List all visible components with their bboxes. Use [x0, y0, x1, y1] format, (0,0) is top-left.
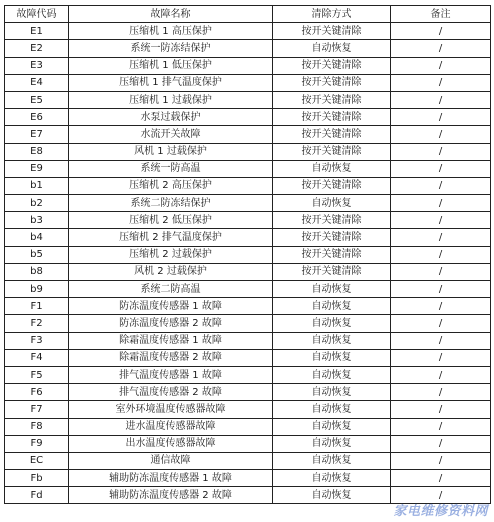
- cell-remark: /: [391, 263, 491, 280]
- cell-remark: /: [391, 487, 491, 504]
- cell-remark: /: [391, 366, 491, 383]
- cell-remark: /: [391, 91, 491, 108]
- table-row: [5, 384, 491, 401]
- cell-clear-method: 自动恢复: [273, 384, 391, 401]
- cell-remark: /: [391, 452, 491, 469]
- cell-fault-code: F3: [5, 332, 69, 349]
- cell-remark: /: [391, 40, 491, 57]
- cell-fault-code: E1: [5, 23, 69, 40]
- table-row: [5, 126, 491, 143]
- cell-fault-code: F7: [5, 401, 69, 418]
- table-row: [5, 298, 491, 315]
- cell-clear-method: 自动恢复: [273, 435, 391, 452]
- cell-remark: /: [391, 195, 491, 212]
- cell-fault-name: 防冻温度传感器 1 故障: [69, 298, 273, 315]
- cell-clear-method: 自动恢复: [273, 40, 391, 57]
- cell-remark: /: [391, 57, 491, 74]
- cell-fault-name: 防冻温度传感器 2 故障: [69, 315, 273, 332]
- cell-fault-code: E7: [5, 126, 69, 143]
- cell-remark: /: [391, 401, 491, 418]
- cell-remark: /: [391, 160, 491, 177]
- cell-fault-code: E8: [5, 143, 69, 160]
- watermark-logo: [393, 500, 488, 519]
- cell-fault-code: b1: [5, 177, 69, 194]
- table-row: [5, 332, 491, 349]
- cell-remark: /: [391, 315, 491, 332]
- cell-fault-name: 室外环境温度传感器故障: [69, 401, 273, 418]
- table-row: [5, 470, 491, 487]
- cell-clear-method: 自动恢复: [273, 281, 391, 298]
- cell-fault-code: F4: [5, 349, 69, 366]
- cell-fault-name: 压缩机 1 高压保护: [69, 23, 273, 40]
- cell-clear-method: 按开关键清除: [273, 143, 391, 160]
- cell-clear-method: 按开关键清除: [273, 177, 391, 194]
- cell-remark: /: [391, 418, 491, 435]
- table-header-row: [5, 6, 491, 23]
- cell-fault-code: b4: [5, 229, 69, 246]
- cell-fault-name: 系统一防高温: [69, 160, 273, 177]
- cell-remark: /: [391, 281, 491, 298]
- cell-remark: /: [391, 332, 491, 349]
- cell-fault-code: F5: [5, 366, 69, 383]
- cell-fault-name: 进水温度传感器故障: [69, 418, 273, 435]
- table-row: [5, 160, 491, 177]
- table-row: [5, 401, 491, 418]
- fault-code-table-container: [4, 5, 490, 504]
- cell-fault-name: 压缩机 2 低压保护: [69, 212, 273, 229]
- cell-fault-name: 压缩机 1 低压保护: [69, 57, 273, 74]
- cell-remark: /: [391, 143, 491, 160]
- cell-clear-method: 按开关键清除: [273, 263, 391, 280]
- cell-clear-method: 自动恢复: [273, 195, 391, 212]
- fault-code-table: [4, 5, 491, 504]
- cell-fault-name: 除霜温度传感器 2 故障: [69, 349, 273, 366]
- cell-clear-method: 按开关键清除: [273, 74, 391, 91]
- table-row: [5, 40, 491, 57]
- cell-clear-method: 自动恢复: [273, 160, 391, 177]
- cell-fault-name: 辅助防冻温度传感器 1 故障: [69, 470, 273, 487]
- cell-fault-code: Fd: [5, 487, 69, 504]
- cell-fault-name: 出水温度传感器故障: [69, 435, 273, 452]
- cell-clear-method: 按开关键清除: [273, 57, 391, 74]
- cell-fault-name: 水泵过载保护: [69, 109, 273, 126]
- table-row: [5, 435, 491, 452]
- cell-fault-code: b3: [5, 212, 69, 229]
- cell-fault-code: EC: [5, 452, 69, 469]
- cell-remark: /: [391, 246, 491, 263]
- cell-fault-name: 压缩机 2 排气温度保护: [69, 229, 273, 246]
- cell-fault-name: 系统二防高温: [69, 281, 273, 298]
- cell-fault-name: 除霜温度传感器 1 故障: [69, 332, 273, 349]
- cell-remark: /: [391, 229, 491, 246]
- cell-fault-code: E2: [5, 40, 69, 57]
- cell-fault-code: E4: [5, 74, 69, 91]
- cell-remark: /: [391, 126, 491, 143]
- header-clear-method: 清除方式: [273, 6, 391, 23]
- cell-clear-method: 按开关键清除: [273, 109, 391, 126]
- cell-clear-method: 按开关键清除: [273, 212, 391, 229]
- cell-clear-method: 自动恢复: [273, 298, 391, 315]
- table-row: [5, 143, 491, 160]
- table-row: [5, 109, 491, 126]
- table-row: [5, 91, 491, 108]
- table-row: [5, 263, 491, 280]
- cell-fault-code: E9: [5, 160, 69, 177]
- cell-remark: /: [391, 212, 491, 229]
- cell-fault-name: 压缩机 1 排气温度保护: [69, 74, 273, 91]
- table-row: [5, 366, 491, 383]
- cell-clear-method: 自动恢复: [273, 349, 391, 366]
- cell-remark: /: [391, 23, 491, 40]
- cell-remark: /: [391, 177, 491, 194]
- cell-fault-code: b2: [5, 195, 69, 212]
- cell-fault-name: 压缩机 1 过载保护: [69, 91, 273, 108]
- cell-fault-name: 系统一防冻结保护: [69, 40, 273, 57]
- table-row: [5, 74, 491, 91]
- cell-fault-name: 压缩机 2 高压保护: [69, 177, 273, 194]
- cell-remark: /: [391, 298, 491, 315]
- table-row: [5, 452, 491, 469]
- cell-remark: /: [391, 470, 491, 487]
- cell-clear-method: 按开关键清除: [273, 23, 391, 40]
- cell-fault-code: F2: [5, 315, 69, 332]
- cell-fault-name: 辅助防冻温度传感器 2 故障: [69, 487, 273, 504]
- cell-clear-method: 自动恢复: [273, 366, 391, 383]
- cell-fault-code: F6: [5, 384, 69, 401]
- cell-fault-name: 风机 1 过载保护: [69, 143, 273, 160]
- cell-clear-method: 自动恢复: [273, 452, 391, 469]
- table-row: [5, 57, 491, 74]
- cell-fault-code: b9: [5, 281, 69, 298]
- cell-fault-code: E6: [5, 109, 69, 126]
- table-row: [5, 281, 491, 298]
- cell-fault-code: b5: [5, 246, 69, 263]
- table-row: [5, 418, 491, 435]
- header-fault-name: 故障名称: [69, 6, 273, 23]
- cell-fault-name: 压缩机 2 过载保护: [69, 246, 273, 263]
- cell-clear-method: 按开关键清除: [273, 126, 391, 143]
- table-row: [5, 195, 491, 212]
- cell-clear-method: 自动恢复: [273, 487, 391, 504]
- table-row: [5, 315, 491, 332]
- table-row: [5, 229, 491, 246]
- cell-fault-name: 排气温度传感器 2 故障: [69, 384, 273, 401]
- cell-clear-method: 自动恢复: [273, 401, 391, 418]
- cell-fault-code: Fb: [5, 470, 69, 487]
- cell-clear-method: 自动恢复: [273, 470, 391, 487]
- cell-fault-code: E5: [5, 91, 69, 108]
- cell-remark: /: [391, 349, 491, 366]
- cell-fault-name: 系统二防冻结保护: [69, 195, 273, 212]
- table-row: [5, 212, 491, 229]
- cell-fault-code: F9: [5, 435, 69, 452]
- cell-remark: /: [391, 384, 491, 401]
- cell-fault-code: F1: [5, 298, 69, 315]
- header-remark: 备注: [391, 6, 491, 23]
- watermark-text: 家电维修资料网: [393, 504, 488, 519]
- cell-clear-method: 自动恢复: [273, 315, 391, 332]
- table-row: [5, 23, 491, 40]
- cell-fault-code: E3: [5, 57, 69, 74]
- cell-fault-name: 风机 2 过载保护: [69, 263, 273, 280]
- cell-remark: /: [391, 109, 491, 126]
- cell-fault-name: 排气温度传感器 1 故障: [69, 366, 273, 383]
- cell-clear-method: 自动恢复: [273, 332, 391, 349]
- cell-clear-method: 自动恢复: [273, 418, 391, 435]
- header-fault-code: 故障代码: [5, 6, 69, 23]
- cell-clear-method: 按开关键清除: [273, 91, 391, 108]
- cell-clear-method: 按开关键清除: [273, 246, 391, 263]
- table-row: [5, 246, 491, 263]
- table-row: [5, 177, 491, 194]
- cell-fault-name: 通信故障: [69, 452, 273, 469]
- cell-fault-code: b8: [5, 263, 69, 280]
- cell-remark: /: [391, 74, 491, 91]
- cell-remark: /: [391, 435, 491, 452]
- cell-fault-name: 水流开关故障: [69, 126, 273, 143]
- table-row: [5, 349, 491, 366]
- cell-fault-code: F8: [5, 418, 69, 435]
- cell-clear-method: 按开关键清除: [273, 229, 391, 246]
